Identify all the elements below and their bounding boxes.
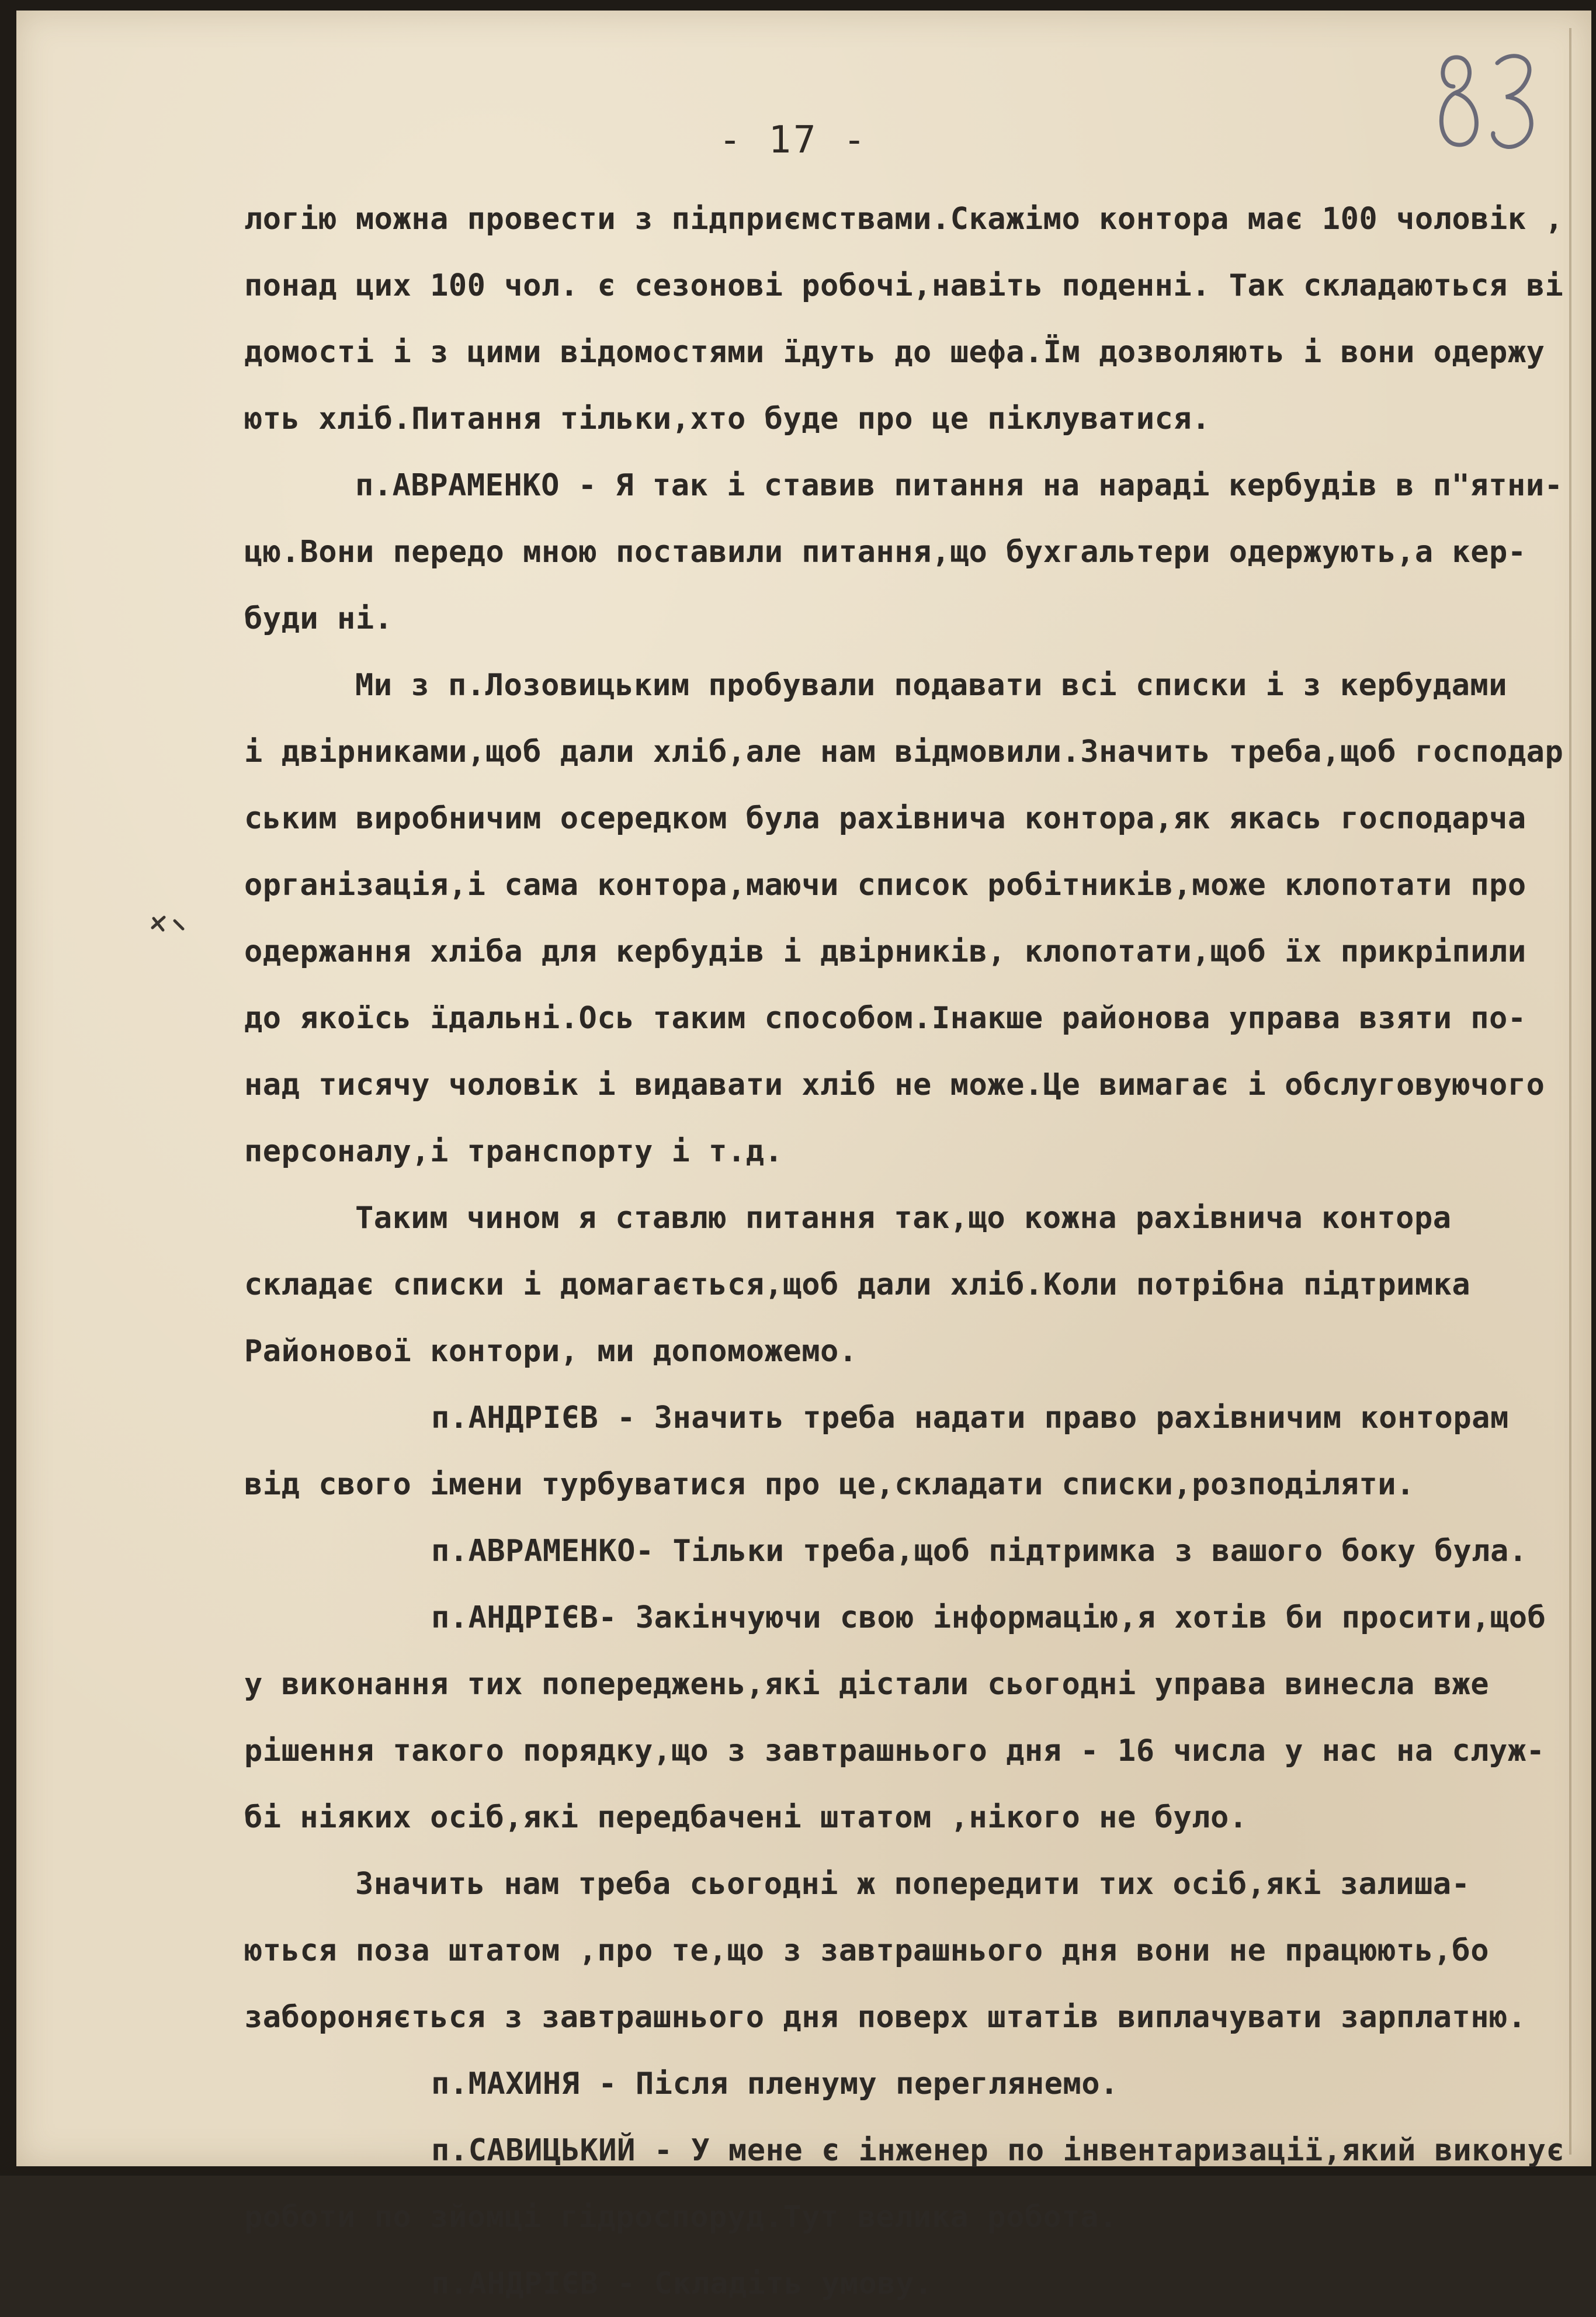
speaker-line: п.САВИЦЬКИЙ - У мене є інженер по інвентаризації,який виконує [431,2133,1565,2168]
text-line: у виконання тих попереджень,які дістали сьогодні управа винесла вже [244,1667,1490,1702]
text-line: забороняється з завтрашнього дня поверх штатів виплачувати зарплатню. [244,2000,1526,2035]
speaker-line: п.АНДРІЄВ - Значить треба надати право рахівничим конторам [431,1400,1509,1435]
page-edge-shadow [1569,28,1571,2155]
text-line: до якоїсь їдальні.Ось таким способом.Інакше районова управа взяти по- [244,1001,1526,1036]
text-line: і двірниками,щоб дали хліб,але нам відмовили.Значить треба,щоб господар [244,734,1564,769]
text-line: понад цих 100 чол. є сезонові робочі,навіть поденні. Так складаються ві [244,268,1564,303]
text-line: бі ніяких осіб,які передбачені штатом ,нікого не було. [244,1800,1248,1835]
speaker-line: п.АВРАМЕНКО- Тільки треба,щоб підтримка з вашого боку була. [431,1534,1528,1569]
text-line: роботи по зйомці гідроспоруд.Тут велика робота. [244,2200,1118,2235]
speaker-line: п.МАХИНЯ - Після пленуму переглянемо. [431,2066,1119,2101]
text-line: складає списки і домагається,щоб дали хліб.Коли потрібна підтримка [244,1267,1471,1302]
text-line: домості і з цими відомостями їдуть до шефа.Їм дозволяють і вони одержу [244,335,1545,370]
typed-text [244,186,1565,2317]
text-line: логію можна провести з підприємствами.Скажімо контора має 100 чоловік , [244,202,1564,237]
speaker-line: п.АНДРІЄВ - Складіть умову. [431,2266,933,2301]
text-line: буди ні. [244,601,393,636]
page-number: - 17 - [719,119,868,162]
text-line: персоналу,і транспорту і т.д. [244,1134,783,1169]
text-line: ським виробничим осередком була рахівнича контора,як якась господарча [244,801,1526,836]
text-line: організація,і сама контора,маючи список робітників,може клопотати про [244,868,1526,903]
speaker-line: п.АВРАМЕНКО - Я так і ставив питання на нараді кербудів в п"ятни- [355,468,1563,503]
text-line: від свого імени турбуватися про це,складати списки,розподіляти. [244,1467,1415,1502]
document-page [16,11,1591,2301]
text-line: Значить нам треба сьогодні ж попередити тих осіб,які залиша- [355,1867,1470,1902]
speaker-line: п.АНДРІЄВ- Закінчуючи свою інформацію,я хотів би просити,щоб [431,1600,1546,1635]
text-line: рішення такого порядку,що з завтрашнього дня - 16 числа у нас на служ- [244,1733,1545,1768]
text-line: одержання хліба для кербудів і двірників, клопотати,щоб їх прикріпили [244,934,1526,969]
text-line: ють хліб.Питання тільки,хто буде про це піклуватися. [244,401,1210,436]
text-line: над тисячу чоловік і видавати хліб не може.Це вимагає і обслуговуючого [244,1067,1545,1102]
text-line: цю.Вони передо мною поставили питання,що бухгальтери одержують,а кер- [244,535,1526,570]
text-line: ються поза штатом ,про те,що з завтрашнього дня вони не працюють,бо [244,1933,1490,1968]
text-line: Районової контори, ми допоможемо. [244,1334,858,1369]
text-line: Таким чином я ставлю питання так,що кожна рахівнича контора [355,1201,1452,1236]
text-line: Ми з п.Лозовицьким пробували подавати всі списки і з кербудами [355,668,1508,703]
margin-pencil-mark [148,910,189,939]
